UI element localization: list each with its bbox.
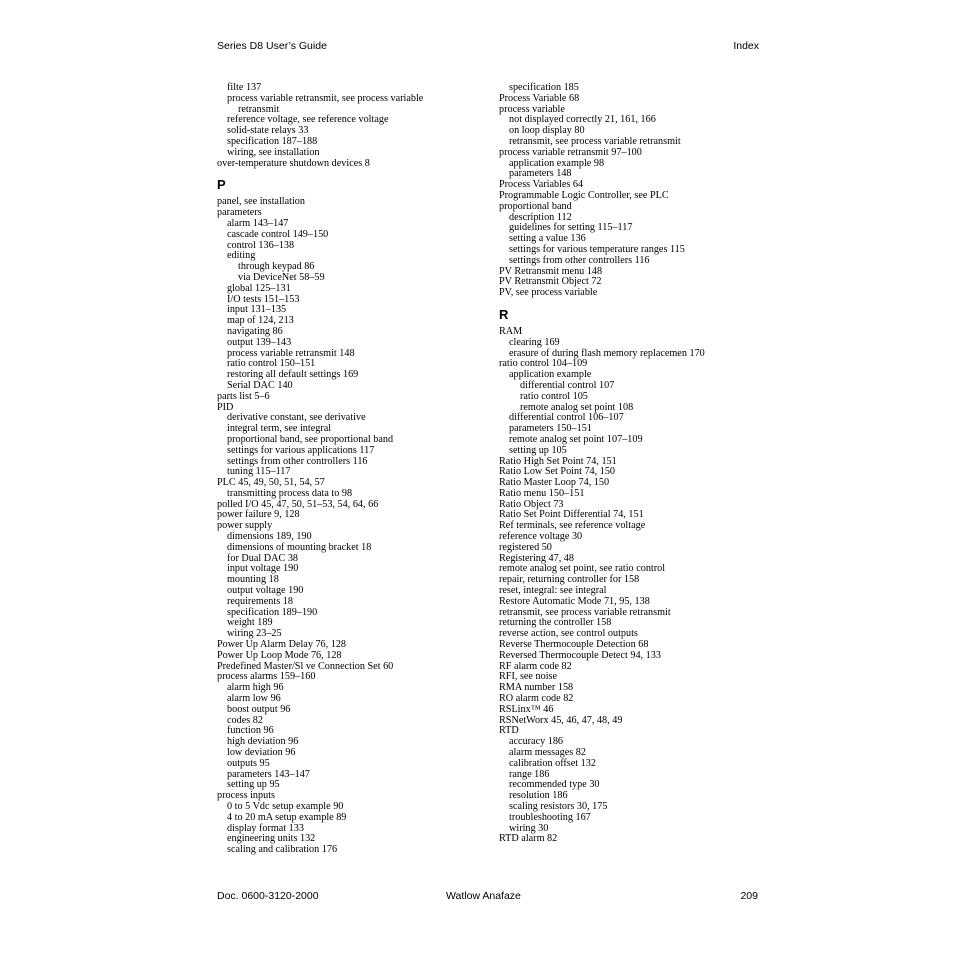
index-subentry: differential control 107 <box>520 379 615 391</box>
index-letter-heading: R <box>499 306 509 322</box>
index-subentry: Serial DAC 140 <box>227 379 293 391</box>
index-subentry: dimensions 189, 190 <box>227 531 312 543</box>
index-subentry: wiring 30 <box>509 822 549 834</box>
index-subentry: settings for various applications 117 <box>227 444 375 456</box>
index-subentry: filte 137 <box>227 82 262 93</box>
index-subentry: function 96 <box>227 725 274 737</box>
index-subentry: on loop display 80 <box>509 125 585 137</box>
index-subentry: scaling resistors 30, 175 <box>509 801 608 812</box>
index-subentry: alarm messages 82 <box>509 747 586 759</box>
index-entry: RSLinx™ 46 <box>499 703 554 715</box>
index-subentry: output voltage 190 <box>227 585 304 597</box>
index-entry: process variable retransmit 97–100 <box>499 146 642 158</box>
index-subentry: setting up 105 <box>509 444 567 456</box>
index-subentry: editing <box>227 250 256 262</box>
index-entry: RAM <box>499 325 523 337</box>
index-subentry: retransmit <box>238 103 280 115</box>
index-subentry: retransmit, see process variable retransmit <box>509 135 681 147</box>
footer-publisher: Watlow Anafaze <box>446 890 521 902</box>
index-entry: parts list 5–6 <box>217 390 270 402</box>
index-subentry: via DeviceNet 58–59 <box>238 271 325 283</box>
index-subentry: transmitting process data to 98 <box>227 487 353 499</box>
index-entry: PV Retransmit menu 148 <box>499 265 603 277</box>
index-entry: remote analog set point, see ratio control <box>499 563 666 575</box>
index-subentry: application example <box>509 369 592 381</box>
index-entry: over-temperature shutdown devices 8 <box>217 157 370 169</box>
index-subentry: display format 133 <box>227 822 304 834</box>
index-subentry: input voltage 190 <box>227 563 299 575</box>
index-subentry: solid-state relays 33 <box>227 125 309 137</box>
index-entry: Ref terminals, see reference voltage <box>499 520 646 532</box>
index-entry: RFI, see noise <box>499 671 558 683</box>
index-entry: PLC 45, 49, 50, 51, 54, 57 <box>217 477 325 489</box>
index-subentry: control 136–138 <box>227 239 295 251</box>
index-entry: process inputs <box>217 790 276 802</box>
index-entry: Programmable Logic Controller, see PLC <box>499 189 669 201</box>
index-subentry: map of 124, 213 <box>227 315 294 327</box>
index-subentry: engineering units 132 <box>227 833 316 845</box>
index-subentry: requirements 18 <box>227 595 293 607</box>
index-entry: Process Variables 64 <box>499 179 584 191</box>
index-subentry: recommended type 30 <box>509 779 600 791</box>
index-subentry: alarm low 96 <box>227 693 281 705</box>
index-entry: RF alarm code 82 <box>499 660 572 672</box>
index-entry: reset, integral: see integral <box>499 585 607 597</box>
index-subentry: through keypad 86 <box>238 261 315 273</box>
index-entry: Ratio menu 150–151 <box>499 487 585 499</box>
index-subentry: remote analog set point 108 <box>520 401 634 413</box>
index-subentry: navigating 86 <box>227 325 283 337</box>
index-subentry: input 131–135 <box>227 304 287 316</box>
index-entry: Ratio Set Point Differential 74, 151 <box>499 509 644 521</box>
index-subentry: global 125–131 <box>227 282 291 294</box>
index-subentry: settings for various temperature ranges 115 <box>509 243 685 255</box>
index-subentry: remote analog set point 107–109 <box>509 433 643 445</box>
index-subentry: derivative constant, see derivative <box>227 412 366 424</box>
index-entry: returning the controller 158 <box>499 617 612 629</box>
index-entry: PID <box>217 401 234 413</box>
index-subentry: 4 to 20 mA setup example 89 <box>227 811 347 823</box>
index-subentry: specification 185 <box>509 82 579 93</box>
index-entry: Restore Automatic Mode 71, 95, 138 <box>499 595 650 607</box>
index-entry: Ratio Low Set Point 74, 150 <box>499 466 616 478</box>
index-subentry: ratio control 150–151 <box>227 358 316 370</box>
index-subentry: settings from other controllers 116 <box>509 254 650 266</box>
index-subentry: guidelines for setting 115–117 <box>509 222 633 234</box>
index-subentry: I/O tests 151–153 <box>227 293 300 305</box>
index-subentry: integral term, see integral <box>227 423 332 435</box>
index-subentry: specification 189–190 <box>227 606 318 618</box>
index-subentry: codes 82 <box>227 714 263 726</box>
index-entry: parameters <box>217 207 262 219</box>
index-entry: ratio control 104–109 <box>499 358 588 370</box>
index-entry: PV, see process variable <box>499 287 598 299</box>
index-subentry: process variable retransmit, see process variable <box>227 92 424 104</box>
index-entry: RTD <box>499 725 519 737</box>
index-entry: Ratio Object 73 <box>499 498 564 510</box>
index-subentry: range 186 <box>509 768 550 780</box>
index-entry: PV Retransmit Object 72 <box>499 276 602 288</box>
index-subentry: output 139–143 <box>227 336 292 348</box>
index-subentry: weight 189 <box>227 617 273 629</box>
index-subentry: description 112 <box>509 211 572 223</box>
index-subentry: not displayed correctly 21, 161, 166 <box>509 114 656 126</box>
index-subentry: tuning 115–117 <box>227 466 291 478</box>
index-entry: Power Up Alarm Delay 76, 128 <box>217 639 347 651</box>
index-subentry: cascade control 149–150 <box>227 228 329 240</box>
index-subentry: dimensions of mounting bracket 18 <box>227 541 372 553</box>
index-subentry: alarm 143–147 <box>227 217 289 229</box>
index-entry: reference voltage 30 <box>499 531 583 543</box>
index-subentry: settings from other controllers 116 <box>227 455 368 467</box>
index-subentry: application example 98 <box>509 157 605 169</box>
index-subentry: clearing 169 <box>509 336 560 348</box>
index-subentry: restoring all default settings 169 <box>227 369 359 381</box>
index-subentry: resolution 186 <box>509 790 568 802</box>
index-entry: reverse action, see control outputs <box>499 628 638 640</box>
index-entry: process variable <box>499 103 565 115</box>
index-subentry: calibration offset 132 <box>509 757 596 769</box>
index-entry: proportional band <box>499 200 572 212</box>
header-guide-title: Series D8 User’s Guide <box>217 40 327 52</box>
index-subentry: high deviation 96 <box>227 736 299 748</box>
index-entry: Power Up Loop Mode 76, 128 <box>217 649 342 661</box>
footer-doc-number: Doc. 0600-3120-2000 <box>217 890 319 902</box>
footer-page-number: 209 <box>740 890 758 902</box>
index-entry: Registering 47, 48 <box>499 552 574 564</box>
index-subentry: setting up 95 <box>227 779 280 791</box>
index-entry: Ratio High Set Point 74, 151 <box>499 455 617 467</box>
index-entry: retransmit, see process variable retransmit <box>499 606 671 618</box>
index-right-column <box>499 83 769 845</box>
index-subentry: parameters 148 <box>509 168 572 180</box>
index-entry: Reversed Thermocouple Detect 94, 133 <box>499 649 661 661</box>
index-subentry: 0 to 5 Vdc setup example 90 <box>227 801 344 812</box>
index-entry: Process Variable 68 <box>499 92 580 104</box>
index-entry: polled I/O 45, 47, 50, 51–53, 54, 64, 66 <box>217 498 379 510</box>
index-subentry: setting a value 136 <box>509 233 586 245</box>
index-subentry: reference voltage, see reference voltage <box>227 114 389 126</box>
index-subentry: accuracy 186 <box>509 736 564 748</box>
index-left-column <box>217 83 487 856</box>
index-subentry: wiring 23–25 <box>227 628 282 640</box>
index-entry: panel, see installation <box>217 196 305 208</box>
index-subentry: for Dual DAC 38 <box>227 552 299 564</box>
index-letter-heading: P <box>217 177 226 193</box>
index-entry: process alarms 159–160 <box>217 671 316 683</box>
index-subentry: boost output 96 <box>227 703 291 715</box>
index-subentry: low deviation 96 <box>227 747 296 759</box>
index-entry: RSNetWorx 45, 46, 47, 48, 49 <box>499 714 623 726</box>
index-subentry: erasure of during flash memory replacemen 170 <box>509 347 705 359</box>
index-subentry: parameters 143–147 <box>227 768 310 780</box>
index-entry: power supply <box>217 520 273 532</box>
index-subentry: mounting 18 <box>227 574 279 586</box>
index-entry: repair, returning controller for 158 <box>499 574 640 586</box>
index-entry: RTD alarm 82 <box>499 833 558 845</box>
index-subentry: troubleshooting 167 <box>509 811 591 823</box>
index-entry: registered 50 <box>499 541 552 553</box>
index-entry: Reverse Thermocouple Detection 68 <box>499 639 649 651</box>
index-subentry: proportional band, see proportional band <box>227 433 394 445</box>
index-subentry: wiring, see installation <box>227 146 320 158</box>
index-subentry: ratio control 105 <box>520 390 588 402</box>
index-entry: power failure 9, 128 <box>217 509 300 521</box>
index-subentry: scaling and calibration 176 <box>227 844 338 856</box>
index-subentry: differential control 106–107 <box>509 412 624 424</box>
index-subentry: process variable retransmit 148 <box>227 347 355 359</box>
index-subentry: parameters 150–151 <box>509 423 592 435</box>
index-subentry: alarm high 96 <box>227 682 284 694</box>
index-entry: RO alarm code 82 <box>499 693 574 705</box>
index-subentry: outputs 95 <box>227 757 270 769</box>
index-entry: Predefined Master/Sl ve Connection Set 60 <box>217 660 394 672</box>
header-section-title: Index <box>733 40 759 52</box>
index-entry: RMA number 158 <box>499 682 574 694</box>
index-entry: Ratio Master Loop 74, 150 <box>499 477 610 489</box>
index-subentry: specification 187–188 <box>227 135 318 147</box>
